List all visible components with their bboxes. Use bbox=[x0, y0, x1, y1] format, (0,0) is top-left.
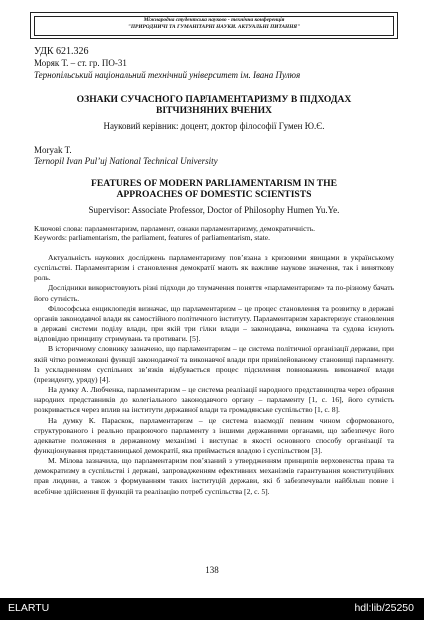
paragraph: М. Мілова зазначила, що парламентаризм пов’язаний з утвердженням принципів верховенства права та демократизму в суспільстві і державі, запровадженням ефективних механізмів гарантування конституційних прав людини, а також з формуванням таких інституцій держави, які б забезпечували найбільш повне і всебічне здійснення її функцій та реалізацію потреб суспільства [2, с. 5]. bbox=[34, 456, 394, 496]
paragraph: На думку А. Любченка, парламентаризм – це система реалізації народного представництва через обрання народних представників до колегіального законодавчого органу – парламенту [1, с. 16], його сутність розкривається через вплив на інститути державної влади та громадянське суспільство [1, с. 8]. bbox=[34, 385, 394, 415]
conference-header bbox=[34, 16, 394, 36]
repository-footer-bar bbox=[0, 598, 424, 620]
paragraph: Актуальність наукових досліджень парламентаризму пов’язана з кризовими явищами в українському суспільстві. Парламентаризм і становлення демократії мають як важливе наукове значення, так і виняткову роль. bbox=[34, 253, 394, 283]
udc-code: УДК 621.326 bbox=[34, 46, 89, 57]
title-en-line1: FEATURES OF MODERN PARLIAMENTARISM IN THE bbox=[91, 178, 337, 189]
title-ua bbox=[34, 94, 394, 116]
paragraph: Філософська енциклопедія визначає, що парламентаризм – це процес становлення та розвитку в державі органів законодавчої влади як самостійного політичного інституту. Парламентаризм характеризує становлення в державі системи поділу влади, при якій три гілки влади – законодавча, виконавча та судова існують відповідно принципу стримувань та противаги. [5]. bbox=[34, 303, 394, 344]
conference-title-line2: "ПРИРОДНИЧІ ТА ГУМАНІТАРНІ НАУКИ. АКТУАЛЬНІ ПИТАННЯ" bbox=[127, 24, 301, 30]
supervisor-en: Supervisor: Associate Professor, Doctor of Philosophy Humen Yu.Ye. bbox=[88, 205, 340, 215]
supervisor-ua: Науковий керівник: доцент, доктор філософії Гумен Ю.Є. bbox=[103, 121, 325, 131]
keywords-ua: Ключові слова: парламентаризм, парламент, ознаки парламентаризму, демократичність. bbox=[34, 224, 316, 233]
keywords-block bbox=[34, 224, 394, 243]
paragraph: Дослідники використовують різні підходи до тлумачення поняття «парламентаризм» та по-різному бачать його сутність. bbox=[34, 283, 394, 303]
institution-en: Ternopil Ivan Pul’uj National Technical University bbox=[34, 156, 218, 166]
repository-name: ELARTU bbox=[8, 602, 50, 614]
document-page bbox=[8, 8, 414, 590]
author-ua: Моряк Т. – ст. гр. ПО-31 bbox=[34, 58, 127, 68]
title-ua-line1: ОЗНАКИ СУЧАСНОГО ПАРЛАМЕНТАРИЗМУ В ПІДХОДАХ bbox=[76, 94, 352, 105]
title-en bbox=[34, 178, 394, 200]
article-body bbox=[34, 253, 394, 497]
keywords-en: Keywords: parliamentarism, the parliament, features of parliamentarism, state. bbox=[34, 233, 270, 243]
paragraph: На думку К. Параскок, парламентаризм – це система взаємодії певним чином сформованого, структурованого і реально працюючого парламенту з іншими державними органами, що забезпечує його адекватне положення в державному механізмі і виступає в якості основного способу організації та функціонування представницької демократії, яка приймається владою і суспільством [3]. bbox=[34, 415, 394, 455]
page-number: 138 bbox=[205, 565, 219, 575]
paragraph: В історичному словнику зазначено, що парламентаризм – це система політичної організації держави, при якій чітко розмежовані функції законодавчої та виконавчої влади при привілейованому становищі парламенту. Із ускладненням суспільних зв’язків відбувається процес підсилення повноважень виконавчої влади (президенту, уряду) [4]. bbox=[34, 344, 394, 384]
author-en: Moryak T. bbox=[34, 145, 72, 155]
handle-id: hdl:lib/25250 bbox=[354, 602, 414, 614]
institution-ua: Тернопільський національний технічний університет ім. Івана Пулюя bbox=[34, 70, 301, 80]
conference-title-line1: Міжнародна студентська науково - технічна конференція bbox=[143, 17, 285, 23]
title-ua-line2: ВІТЧИЗНЯНИХ ВЧЕНИХ bbox=[156, 105, 272, 116]
title-en-line2: APPROACHES OF DOMESTIC SCIENTISTS bbox=[116, 189, 312, 200]
